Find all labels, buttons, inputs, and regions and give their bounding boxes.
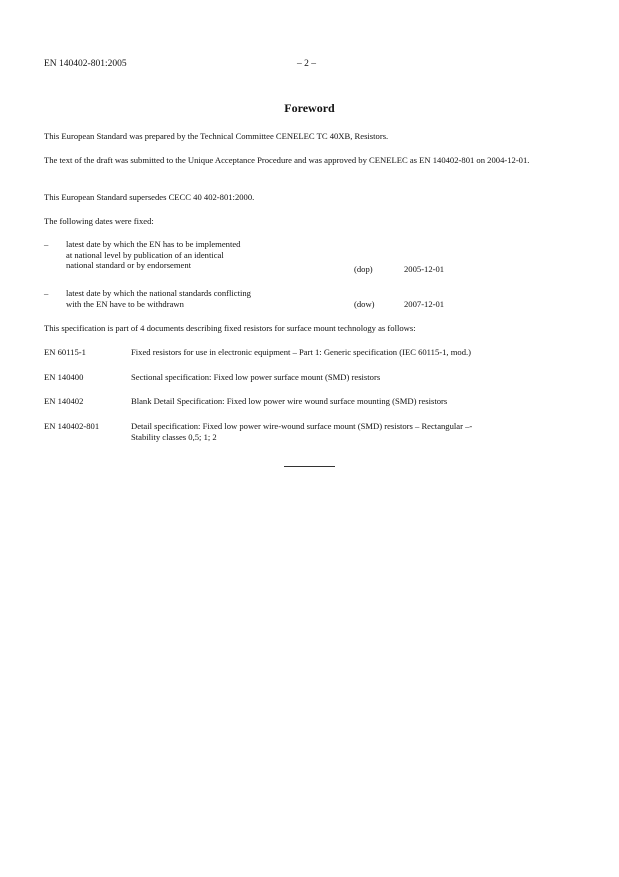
date-item-line: latest date by which the national standards conflicting [66, 288, 251, 298]
date-item-line: with the EN have to be withdrawn [66, 298, 184, 309]
document-description: Sectional specification: Fixed low power surface mount (SMD) resistors [131, 372, 381, 382]
list-bullet: – [44, 288, 49, 298]
paragraph-supersedes: This European Standard supersedes CECC 40 402-801:2000. [44, 192, 255, 202]
document-description [131, 421, 571, 442]
document-description: Fixed resistors for use in electronic equipment – Part 1: Generic specification (IEC 60115-1, mod.) [131, 347, 471, 357]
date-item-text [66, 288, 356, 309]
document-code: EN 60115-1 [44, 347, 86, 357]
header-page-number: – 2 – [297, 59, 316, 69]
date-item-line: national standard or by endorsement [66, 260, 192, 270]
date-abbreviation: (dop) [354, 264, 373, 274]
paragraph-dates-intro: The following dates were fixed: [44, 216, 154, 226]
date-item-line: at national level by publication of an identical [66, 249, 224, 260]
document-code: EN 140402-801 [44, 421, 100, 431]
paragraph-prepared-by: This European Standard was prepared by the Technical Committee CENELEC TC 40XB, Resistors. [44, 131, 389, 141]
date-abbreviation: (dow) [354, 299, 375, 309]
document-code: EN 140400 [44, 372, 84, 382]
paragraph-documents-intro: This specification is part of 4 documents describing fixed resistors for surface mount technology as follows: [44, 323, 416, 333]
document-description: Blank Detail Specification: Fixed low power wire wound surface mounting (SMD) resistors [131, 396, 448, 406]
list-bullet: – [44, 239, 49, 249]
end-rule-divider [284, 466, 335, 467]
page-title: Foreword [284, 101, 335, 115]
date-item-text [66, 239, 356, 271]
date-value: 2007-12-01 [404, 299, 445, 309]
document-description-line: Detail specification: Fixed low power wire-wound surface mount (SMD) resistors – Rectangular –- [131, 421, 473, 431]
document-description-line: Stability classes 0,5; 1; 2 [131, 431, 217, 442]
date-value: 2005-12-01 [404, 264, 445, 274]
paragraph-approval: The text of the draft was submitted to the Unique Acceptance Procedure and was approved by CENELEC as EN 140402-801 on 2004-12-01. [44, 155, 530, 165]
date-item-line: latest date by which the EN has to be implemented [66, 239, 241, 249]
document-code: EN 140402 [44, 396, 84, 406]
header-doc-id: EN 140402-801:2005 [44, 59, 127, 69]
